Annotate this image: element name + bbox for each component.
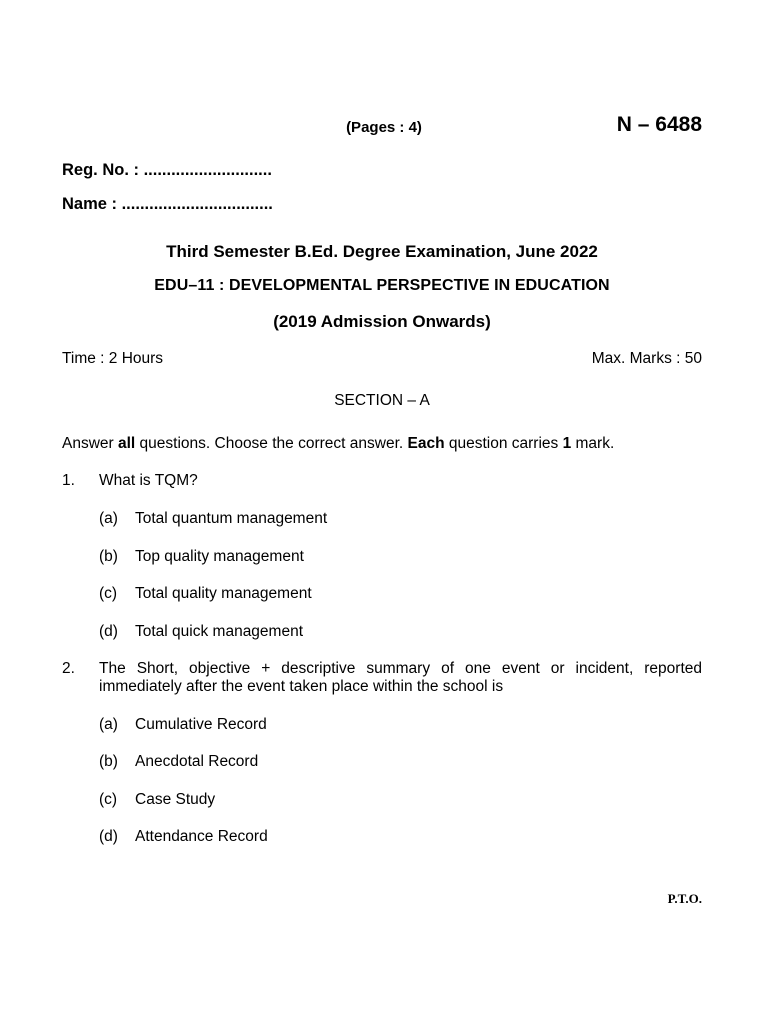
question-number: 2. (62, 660, 75, 677)
name-field: Name : ................................. (62, 195, 273, 213)
section-instruction (62, 435, 614, 453)
question-text: The Short, objective + descriptive summary of one event or incident, reported immediately after the event taken place within the school is (99, 660, 702, 695)
instruction-text: mark. (571, 435, 615, 452)
max-marks: Max. Marks : 50 (591, 350, 702, 367)
option-text: Top quality management (135, 548, 304, 565)
option-label: (d) (99, 828, 118, 845)
exam-title: Third Semester B.Ed. Degree Examination, June 2022 (166, 242, 598, 261)
section-heading: SECTION – A (334, 392, 430, 409)
option-label: (b) (99, 753, 118, 770)
paper-code: N – 6488 (616, 113, 702, 136)
option-text: Cumulative Record (135, 716, 267, 733)
question-text: What is TQM? (99, 472, 198, 489)
option-label: (b) (99, 548, 118, 565)
page-turn-note: P.T.O. (667, 891, 702, 906)
option-label: (c) (99, 585, 118, 602)
option-text: Attendance Record (135, 828, 268, 845)
option-label: (a) (99, 510, 118, 527)
instruction-emphasis: all (118, 435, 136, 452)
page-count: (Pages : 4) (346, 119, 422, 136)
reg-no-field: Reg. No. : ............................ (62, 161, 272, 179)
exam-duration: Time : 2 Hours (62, 350, 164, 367)
instruction-text: questions. Choose the correct answer. (135, 435, 408, 452)
option-text: Anecdotal Record (135, 753, 259, 770)
option-text: Total quantum management (135, 510, 328, 527)
option-text: Case Study (135, 791, 216, 808)
instruction-emphasis: Each (407, 435, 445, 452)
option-text: Total quality management (135, 585, 312, 602)
option-text: Total quick management (135, 623, 304, 640)
option-label: (a) (99, 716, 118, 733)
subject-title: EDU–11 : DEVELOPMENTAL PERSPECTIVE IN EDUCATION (154, 277, 610, 294)
instruction-emphasis: 1 (562, 435, 572, 452)
question-number: 1. (62, 472, 75, 489)
instruction-text: Answer (62, 435, 118, 452)
option-label: (d) (99, 623, 118, 640)
option-label: (c) (99, 791, 118, 808)
admission-note: (2019 Admission Onwards) (273, 312, 491, 331)
instruction-text: question carries (444, 435, 563, 452)
